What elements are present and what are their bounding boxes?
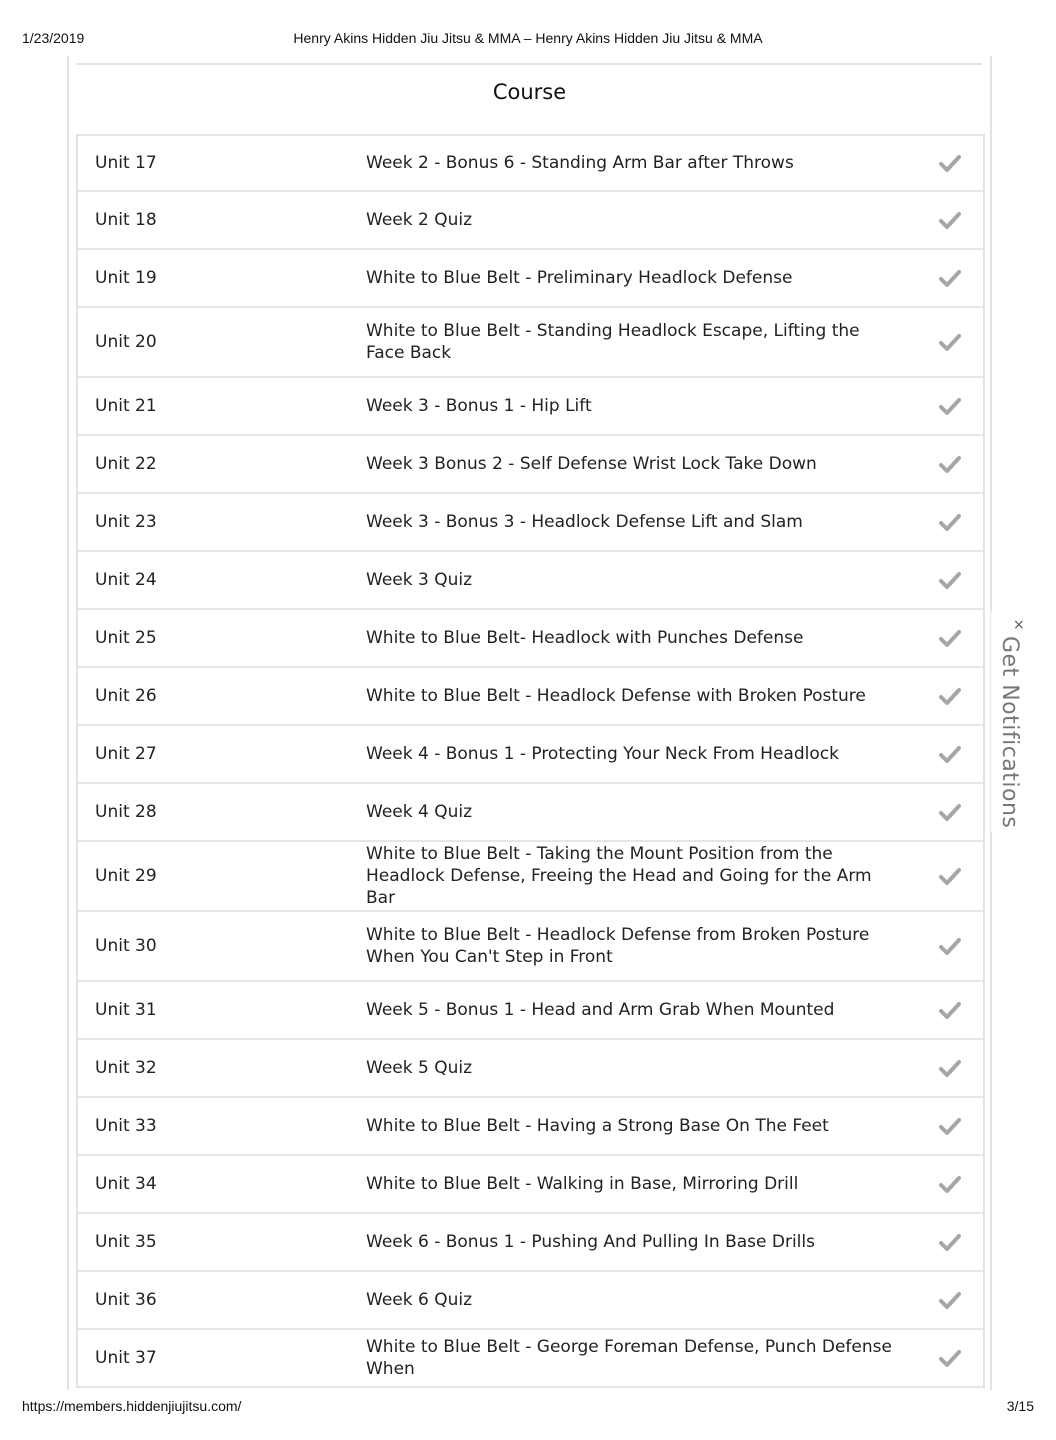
unit-number: Unit 26: [95, 686, 157, 706]
unit-row[interactable]: [78, 726, 983, 784]
checkmark-icon: [938, 151, 962, 175]
unit-title-link[interactable]: Week 2 - Bonus 6 - Standing Arm Bar after Throws: [366, 153, 794, 173]
close-icon[interactable]: ×: [1013, 617, 1025, 633]
course-heading: Course: [492, 80, 567, 104]
unit-row[interactable]: [78, 668, 983, 726]
checkmark-icon: [938, 568, 962, 592]
unit-number: Unit 28: [95, 802, 157, 822]
unit-row[interactable]: [78, 134, 983, 192]
checkmark-icon: [938, 864, 962, 888]
unit-number: Unit 25: [95, 628, 157, 648]
unit-title-link[interactable]: Week 2 Quiz: [366, 210, 473, 230]
checkmark-icon: [938, 1230, 962, 1254]
print-url: https://members.hiddenjiujitsu.com/: [22, 1398, 242, 1414]
unit-row[interactable]: [78, 1330, 983, 1388]
checkmark-icon: [938, 998, 962, 1022]
unit-title-link[interactable]: White to Blue Belt - Walking in Base, Mirroring Drill: [366, 1174, 799, 1194]
unit-number: Unit 29: [95, 866, 157, 886]
unit-number: Unit 19: [95, 268, 157, 288]
unit-title-link[interactable]: White to Blue Belt- Headlock with Punches Defense: [366, 628, 804, 648]
unit-row[interactable]: [78, 1040, 983, 1098]
course-panel: [67, 56, 992, 1390]
unit-title-link[interactable]: Week 3 - Bonus 1 - Hip Lift: [366, 396, 592, 416]
unit-title-link[interactable]: Week 4 - Bonus 1 - Protecting Your Neck From Headlock: [366, 744, 839, 764]
unit-row[interactable]: [78, 1272, 983, 1330]
unit-title-link[interactable]: Week 6 Quiz: [366, 1290, 473, 1310]
unit-row[interactable]: [78, 842, 983, 912]
unit-number: Unit 34: [95, 1174, 157, 1194]
unit-title-link[interactable]: Week 5 - Bonus 1 - Head and Arm Grab When Mounted: [366, 1000, 835, 1020]
unit-row[interactable]: [78, 912, 983, 982]
checkmark-icon: [938, 510, 962, 534]
checkmark-icon: [938, 394, 962, 418]
unit-number: Unit 24: [95, 570, 157, 590]
unit-row[interactable]: [78, 436, 983, 494]
checkmark-icon: [938, 742, 962, 766]
unit-row[interactable]: [78, 552, 983, 610]
unit-title-link[interactable]: White to Blue Belt - Headlock Defense with Broken Posture: [366, 686, 866, 706]
unit-row[interactable]: [78, 784, 983, 842]
checkmark-icon: [938, 330, 962, 354]
checkmark-icon: [938, 626, 962, 650]
print-date: 1/23/2019: [22, 30, 85, 46]
checkmark-icon: [938, 1056, 962, 1080]
unit-title-link[interactable]: Week 3 - Bonus 3 - Headlock Defense Lift and Slam: [366, 512, 803, 532]
unit-number: Unit 31: [95, 1000, 157, 1020]
unit-title-link[interactable]: White to Blue Belt - Taking the Mount Position from the Headlock Defense, Freeing the Head and Going for the Arm Bar: [366, 844, 872, 908]
unit-row[interactable]: [78, 1098, 983, 1156]
checkmark-icon: [938, 1114, 962, 1138]
unit-number: Unit 36: [95, 1290, 157, 1310]
get-notifications-label[interactable]: Get Notifications: [997, 636, 1022, 829]
unit-title-link[interactable]: Week 3 Bonus 2 - Self Defense Wrist Lock Take Down: [366, 454, 817, 474]
unit-number: Unit 20: [95, 332, 157, 352]
unit-row[interactable]: [78, 610, 983, 668]
print-footer: [22, 1398, 1034, 1418]
unit-title-link[interactable]: Week 5 Quiz: [366, 1058, 473, 1078]
unit-row[interactable]: [78, 494, 983, 552]
unit-number: Unit 22: [95, 454, 157, 474]
checkmark-icon: [938, 266, 962, 290]
checkmark-icon: [938, 684, 962, 708]
print-page-number: 3/15: [1006, 1398, 1034, 1414]
unit-title-link[interactable]: White to Blue Belt - Headlock Defense from Broken Posture When You Can't Step in Front: [366, 925, 870, 967]
print-page-title: Henry Akins Hidden Jiu Jitsu & MMA – Henry Akins Hidden Jiu Jitsu & MMA: [293, 30, 763, 46]
unit-list: [76, 134, 985, 1388]
unit-row[interactable]: [78, 250, 983, 308]
unit-title-link[interactable]: White to Blue Belt - Preliminary Headlock Defense: [366, 268, 793, 288]
unit-title-link[interactable]: Week 6 - Bonus 1 - Pushing And Pulling In Base Drills: [366, 1232, 815, 1252]
checkmark-icon: [938, 1346, 962, 1370]
unit-row[interactable]: [78, 1156, 983, 1214]
unit-title-link[interactable]: White to Blue Belt - Having a Strong Base On The Feet: [366, 1116, 829, 1136]
unit-row[interactable]: [78, 378, 983, 436]
unit-number: Unit 33: [95, 1116, 157, 1136]
unit-row[interactable]: [78, 1214, 983, 1272]
unit-number: Unit 18: [95, 210, 157, 230]
unit-number: Unit 27: [95, 744, 157, 764]
checkmark-icon: [938, 1288, 962, 1312]
checkmark-icon: [938, 1172, 962, 1196]
checkmark-icon: [938, 208, 962, 232]
print-header: [22, 30, 1034, 50]
unit-row[interactable]: [78, 308, 983, 378]
unit-number: Unit 21: [95, 396, 157, 416]
unit-row[interactable]: [78, 192, 983, 250]
unit-title-link[interactable]: Week 4 Quiz: [366, 802, 473, 822]
checkmark-icon: [938, 800, 962, 824]
unit-number: Unit 37: [95, 1348, 157, 1368]
unit-number: Unit 17: [95, 153, 157, 173]
unit-row[interactable]: [78, 982, 983, 1040]
unit-title-link[interactable]: Week 3 Quiz: [366, 570, 473, 590]
unit-number: Unit 23: [95, 512, 157, 532]
unit-title-link[interactable]: White to Blue Belt - Standing Headlock Escape, Lifting the Face Back: [366, 321, 860, 363]
checkmark-icon: [938, 452, 962, 476]
unit-number: Unit 35: [95, 1232, 157, 1252]
unit-title-link[interactable]: White to Blue Belt - George Foreman Defense, Punch Defense When: [366, 1337, 892, 1379]
top-divider: [77, 63, 982, 65]
unit-number: Unit 30: [95, 936, 157, 956]
checkmark-icon: [938, 934, 962, 958]
unit-number: Unit 32: [95, 1058, 157, 1078]
